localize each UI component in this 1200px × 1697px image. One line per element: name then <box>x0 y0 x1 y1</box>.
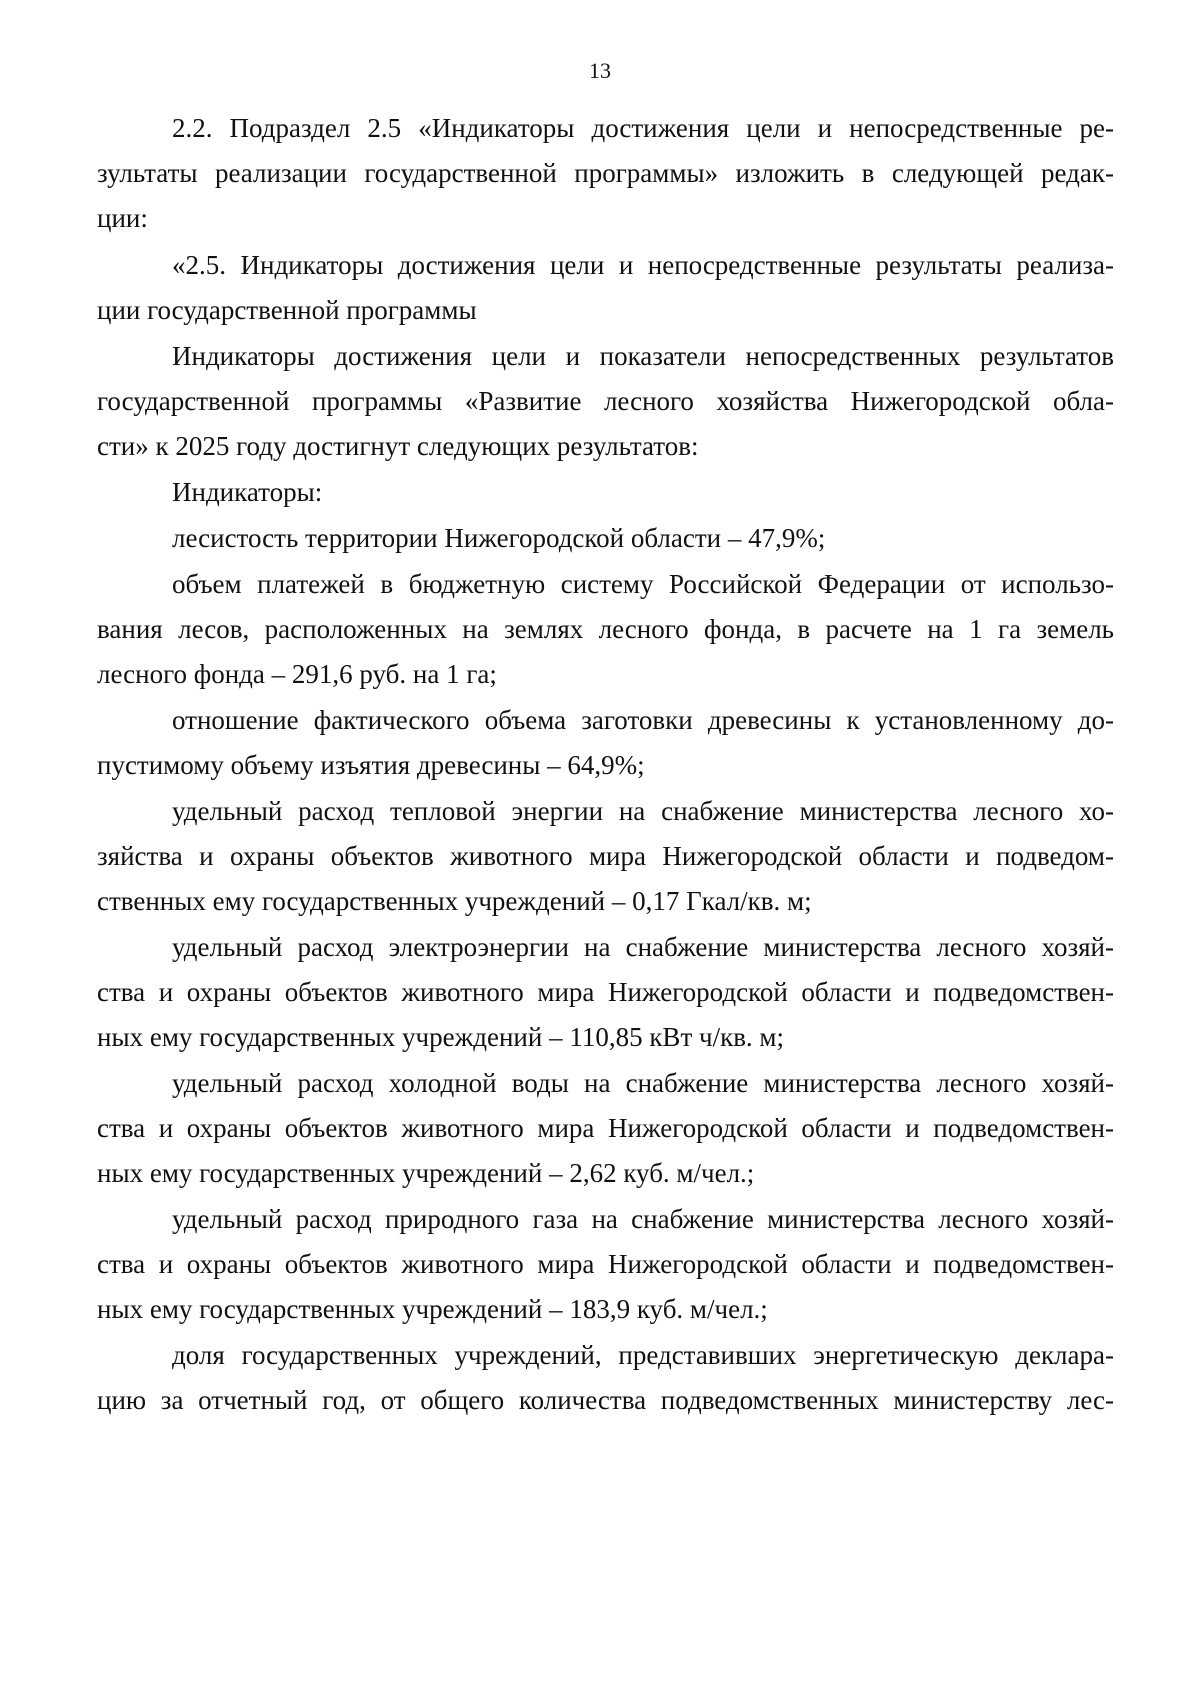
paragraph-5-line-2: лесного фонда – 291,6 руб. на 1 га; <box>97 659 497 689</box>
paragraph-5-line-1: вания лесов, расположенных на землях лесного фонда, в расчете на 1 га земель <box>97 614 1114 644</box>
paragraph-9-line-1: ства и охраны объектов животного мира Нижегородской области и подведомствен- <box>97 1113 1114 1143</box>
paragraph-7-line-1: зяйства и охраны объектов животного мира Нижегородской области и подведом- <box>97 841 1114 871</box>
paragraph-10-line-1: ства и охраны объектов животного мира Нижегородской области и подведомствен- <box>97 1249 1114 1279</box>
paragraph-7-line-2: ственных ему государственных учреждений – 0,17 Гкал/кв. м; <box>97 886 812 916</box>
paragraph-1-line-0: «2.5. Индикаторы достижения цели и непосредственные результаты реализа- <box>172 250 1114 280</box>
paragraph-4-line-0: лесистость территории Нижегородской области – 47,9%; <box>172 523 826 553</box>
paragraph-0-line-0: 2.2. Подраздел 2.5 «Индикаторы достижения цели и непосредственные ре- <box>172 113 1114 143</box>
paragraph-10-line-2: ных ему государственных учреждений – 183,9 куб. м/чел.; <box>97 1294 768 1324</box>
paragraph-8-line-2: ных ему государственных учреждений – 110,85 кВт ч/кв. м; <box>97 1022 785 1052</box>
paragraph-2-line-2: сти» к 2025 году достигнут следующих результатов: <box>97 431 699 461</box>
paragraph-11-line-1: цию за отчетный год, от общего количества подведомственных министерству лес- <box>97 1385 1114 1415</box>
paragraph-8-line-0: удельный расход электроэнергии на снабжение министерства лесного хозяй- <box>172 932 1114 962</box>
paragraph-10-line-0: удельный расход природного газа на снабжение министерства лесного хозяй- <box>172 1204 1114 1234</box>
paragraph-1-line-1: ции государственной программы <box>97 295 477 325</box>
paragraph-0-line-1: зультаты реализации государственной программы» изложить в следующей редак- <box>97 158 1114 188</box>
paragraph-9-line-2: ных ему государственных учреждений – 2,62 куб. м/чел.; <box>97 1158 755 1188</box>
paragraph-6-line-1: пустимому объему изъятия древесины – 64,9%; <box>97 750 645 780</box>
paragraph-5-line-0: объем платежей в бюджетную систему Российской Федерации от использо- <box>172 569 1114 599</box>
paragraph-8-line-1: ства и охраны объектов животного мира Нижегородской области и подведомствен- <box>97 977 1114 1007</box>
page-number: 13 <box>589 58 611 83</box>
paragraph-6-line-0: отношение фактического объема заготовки древесины к установленному до- <box>172 705 1114 735</box>
paragraph-7-line-0: удельный расход тепловой энергии на снабжение министерства лесного хо- <box>172 796 1114 826</box>
paragraph-0-line-2: ции: <box>97 203 148 233</box>
paragraph-2-line-1: государственной программы «Развитие лесного хозяйства Нижегородской обла- <box>97 386 1114 416</box>
paragraph-3-line-0: Индикаторы: <box>172 477 323 507</box>
paragraph-9-line-0: удельный расход холодной воды на снабжение министерства лесного хозяй- <box>172 1068 1114 1098</box>
paragraph-11-line-0: доля государственных учреждений, представивших энергетическую деклара- <box>172 1340 1114 1370</box>
paragraph-2-line-0: Индикаторы достижения цели и показатели непосредственных результатов <box>172 341 1114 371</box>
